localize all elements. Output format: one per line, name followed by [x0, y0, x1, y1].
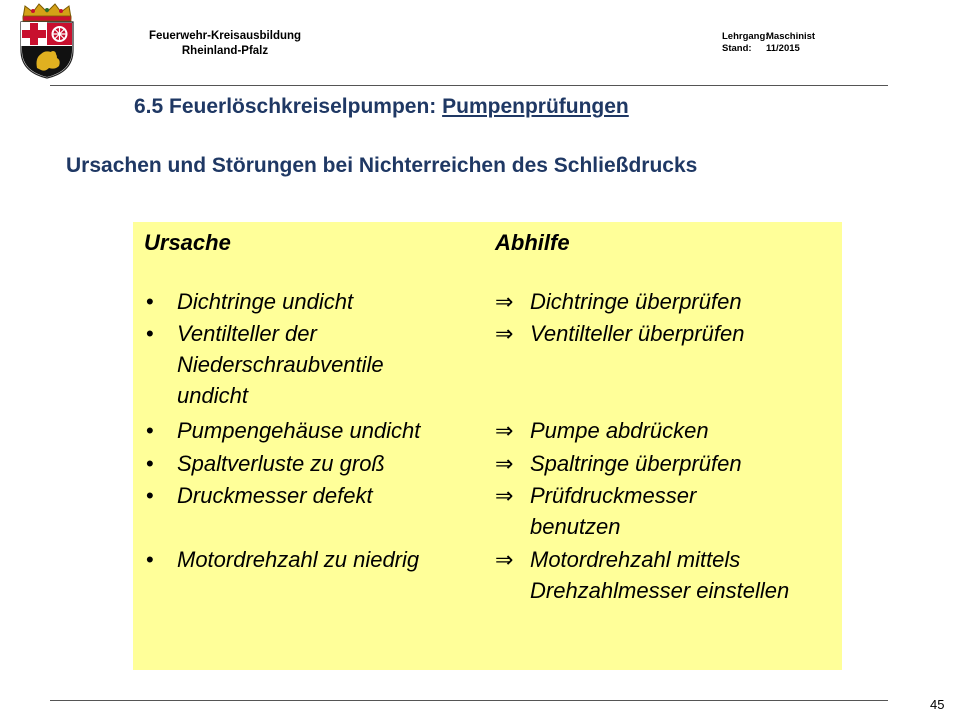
- header-cause: Ursache: [144, 230, 231, 255]
- cause-text: Spaltverluste zu groß: [177, 451, 385, 476]
- bullet-icon: •: [146, 321, 154, 346]
- implies-arrow-icon: ⇒: [495, 289, 514, 314]
- status-row: [722, 43, 815, 55]
- bullet-icon: •: [146, 451, 154, 476]
- course-value: Maschinist: [766, 31, 816, 42]
- org-line-2: Rheinland-Pfalz: [181, 45, 269, 57]
- rheinland-pfalz-coat-of-arms-icon: [15, 2, 79, 80]
- page-subtitle: Ursachen und Störungen bei Nichterreichen des Schließdrucks: [66, 154, 698, 177]
- remedy-text: Prüfdruckmesser benutzen: [530, 483, 697, 539]
- cause-text: Dichtringe undicht: [177, 289, 354, 314]
- cause-item: [144, 415, 489, 446]
- cause-remedy-table: [133, 222, 842, 670]
- bullet-icon: •: [146, 483, 154, 508]
- org-line-1: Feuerwehr-Kreisausbildung: [148, 30, 302, 42]
- cause-text: Ventilteller der Niederschraubventile undicht: [177, 321, 384, 408]
- header-remedy: Abhilfe: [495, 230, 570, 255]
- remedy-text: Motordrehzahl mittels Drehzahlmesser einstellen: [530, 547, 790, 603]
- title-prefix: 6.5 Feuerlöschkreiselpumpen:: [134, 95, 443, 118]
- cause-text: Druckmesser defekt: [177, 483, 373, 508]
- organization-name: [125, 29, 325, 59]
- course-label: Lehrgang:: [722, 31, 769, 42]
- status-value: 11/2015: [766, 43, 800, 54]
- cause-item: [144, 286, 489, 317]
- remedy-item: [495, 480, 755, 542]
- bullet-icon: •: [146, 289, 154, 314]
- implies-arrow-icon: ⇒: [495, 483, 514, 508]
- course-meta: [722, 31, 815, 55]
- remedy-item: [495, 286, 835, 317]
- remedy-item: [495, 415, 835, 446]
- implies-arrow-icon: ⇒: [495, 451, 514, 476]
- implies-arrow-icon: ⇒: [495, 547, 514, 572]
- cause-text: Pumpengehäuse undicht: [177, 418, 421, 443]
- course-row: [722, 31, 815, 43]
- cause-item: [144, 480, 489, 511]
- bullet-icon: •: [146, 418, 154, 443]
- remedy-text: Dichtringe überprüfen: [530, 289, 742, 314]
- cause-item: [144, 544, 489, 575]
- title-link-pumpenpruefungen[interactable]: Pumpenprüfungen: [442, 95, 629, 118]
- cause-item: [144, 318, 444, 411]
- remedy-text: Pumpe abdrücken: [530, 418, 709, 443]
- remedy-item: [495, 448, 835, 479]
- bullet-icon: •: [146, 547, 154, 572]
- page-title: [134, 95, 629, 119]
- cause-item: [144, 448, 489, 479]
- status-label: Stand:: [722, 43, 752, 54]
- remedy-item: [495, 318, 835, 349]
- implies-arrow-icon: ⇒: [495, 418, 514, 443]
- bottom-divider: [50, 700, 888, 701]
- cause-text: Motordrehzahl zu niedrig: [177, 547, 420, 572]
- remedy-text: Spaltringe überprüfen: [530, 451, 742, 476]
- top-divider: [50, 85, 888, 86]
- page-number: 45: [930, 697, 945, 712]
- remedy-item: [495, 544, 795, 606]
- implies-arrow-icon: ⇒: [495, 321, 514, 346]
- remedy-text: Ventilteller überprüfen: [530, 321, 745, 346]
